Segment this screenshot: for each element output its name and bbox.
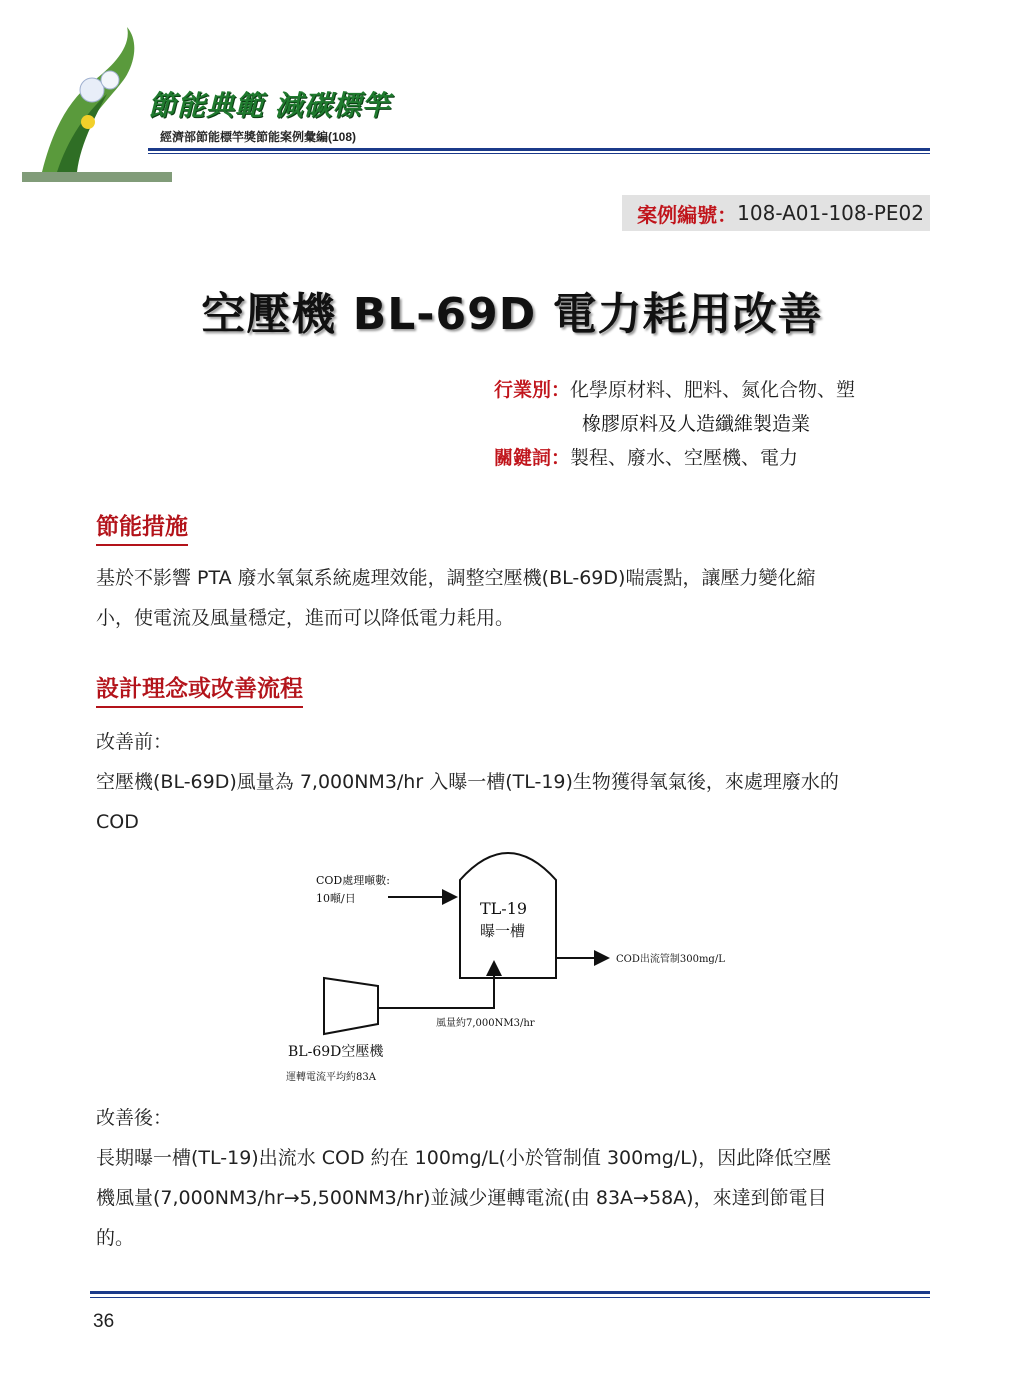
header-divider [148,148,930,151]
before-label: 改善前： [96,731,173,753]
after-line-3: 的。 [96,1227,135,1249]
keywords-row [494,443,934,470]
after-paragraph [96,1098,936,1258]
page-number: 36 [93,1311,115,1332]
outflow-label: COD出流管制300mg/L [616,954,725,965]
measures-paragraph [96,558,936,638]
cod-load-label-2: 10噸/日 [316,892,356,905]
tank-label-2: 曝一槽 [480,922,526,940]
brand-title: 節能典範 減碳標竿 [148,89,391,122]
keywords-value: 製程、廢水、空壓機、電力 [570,447,799,469]
industry-value-line1: 化學原材料、肥料、氮化合物、塑 [570,379,856,401]
footer-divider-thin [90,1297,930,1298]
case-number-box [622,195,930,231]
case-number-value: 108-A01-108-PE02 [737,201,924,225]
footer-divider [90,1291,930,1294]
industry-label: 行業別： [494,379,571,401]
current-label: 運轉電流平均約83A [286,1072,376,1083]
measures-line-1: 基於不影響 PTA 廢水氧氣系統處理效能，調整空壓機(BL-69D)喘震點，讓壓力變化縮 [96,567,816,589]
keywords-label: 關鍵詞： [494,447,571,469]
section-heading-design: 設計理念或改善流程 [96,670,303,708]
process-flow-diagram [280,840,760,1095]
brand-subtitle: 經濟部節能標竿獎節能案例彙編(108) [160,130,357,144]
section-heading-measures: 節能措施 [96,508,188,546]
cod-load-label-1: COD處理噸數: [316,874,390,887]
before-paragraph [96,722,936,842]
compressor-shape [324,978,378,1034]
compressor-label: BL-69D空壓機 [288,1044,384,1060]
after-line-1: 長期曝一槽(TL-19)出流水 COD 約在 100mg/L(小於管制值 300mg/L)，因此降低空壓 [96,1147,832,1169]
industry-value-line2: 橡膠原料及人造纖維製造業 [582,413,811,435]
page-title: 空壓機 BL-69D 電力耗用改善 [201,289,823,340]
after-label: 改善後： [96,1107,173,1129]
airflow-label: 風量約7,000NM3/hr [436,1018,535,1029]
before-line-1: 空壓機(BL-69D)風量為 7,000NM3/hr 入曝一槽(TL-19)生物獲得氧氣後，來處理廢水的 [96,771,839,793]
before-line-2: COD [96,811,139,833]
measures-line-2: 小，使電流及風量穩定，進而可以降低電力耗用。 [96,607,515,629]
after-line-2: 機風量(7,000NM3/hr→5,500NM3/hr)並減少運轉電流(由 83A→58A)，來達到節電目 [96,1187,827,1209]
header-divider-thin [148,153,930,154]
tank-label-1: TL-19 [480,899,528,918]
case-number-label: 案例編號： [637,202,738,227]
industry-row [494,375,934,402]
